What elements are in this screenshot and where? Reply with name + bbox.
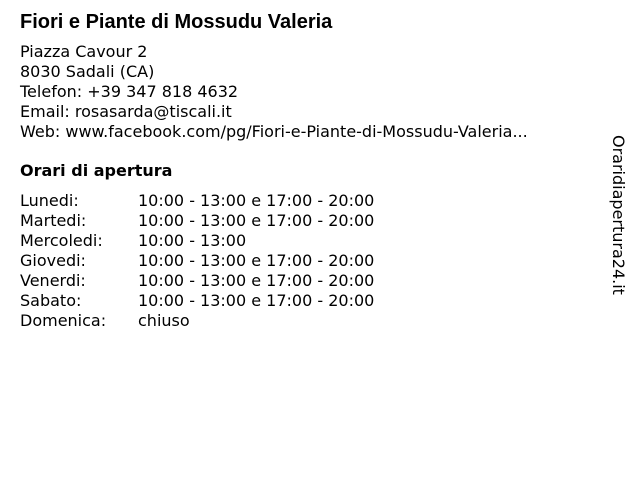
email-address: Email: rosasarda@tiscali.it — [20, 102, 232, 121]
time-value: chiuso — [138, 311, 190, 330]
opening-hours-title: Orari di apertura — [20, 161, 173, 180]
website-link: Web: www.facebook.com/pg/Fiori-e-Piante-di-Mossudu-Valeria... — [20, 122, 528, 141]
address-city: 8030 Sadali (CA) — [20, 62, 155, 81]
address-street: Piazza Cavour 2 — [20, 42, 148, 61]
hours-row — [20, 191, 600, 211]
time-value: 10:00 - 13:00 — [138, 231, 247, 250]
hours-row — [20, 311, 600, 331]
site-watermark: Oraridiapertura24.it — [609, 135, 628, 295]
hours-row — [20, 231, 600, 251]
time-value: 10:00 - 13:00 e 17:00 - 20:00 — [138, 251, 375, 270]
time-value: 10:00 - 13:00 e 17:00 - 20:00 — [138, 291, 375, 310]
time-value: 10:00 - 13:00 e 17:00 - 20:00 — [138, 191, 375, 210]
phone-number: Telefon: +39 347 818 4632 — [20, 82, 239, 101]
time-value: 10:00 - 13:00 e 17:00 - 20:00 — [138, 211, 375, 230]
day-label: Martedi: — [20, 211, 87, 230]
day-label: Lunedi: — [20, 191, 79, 210]
day-label: Domenica: — [20, 311, 107, 330]
hours-row — [20, 211, 600, 231]
day-label: Mercoledi: — [20, 231, 103, 250]
contact-info — [20, 42, 600, 142]
business-name: Fiori e Piante di Mossudu Valeria — [20, 11, 333, 33]
hours-row — [20, 291, 600, 311]
day-label: Venerdi: — [20, 271, 86, 290]
day-label: Sabato: — [20, 291, 82, 310]
time-value: 10:00 - 13:00 e 17:00 - 20:00 — [138, 271, 375, 290]
day-label: Giovedi: — [20, 251, 86, 270]
business-card — [20, 10, 600, 331]
hours-row — [20, 251, 600, 271]
hours-row — [20, 271, 600, 291]
opening-hours-table — [20, 191, 600, 331]
